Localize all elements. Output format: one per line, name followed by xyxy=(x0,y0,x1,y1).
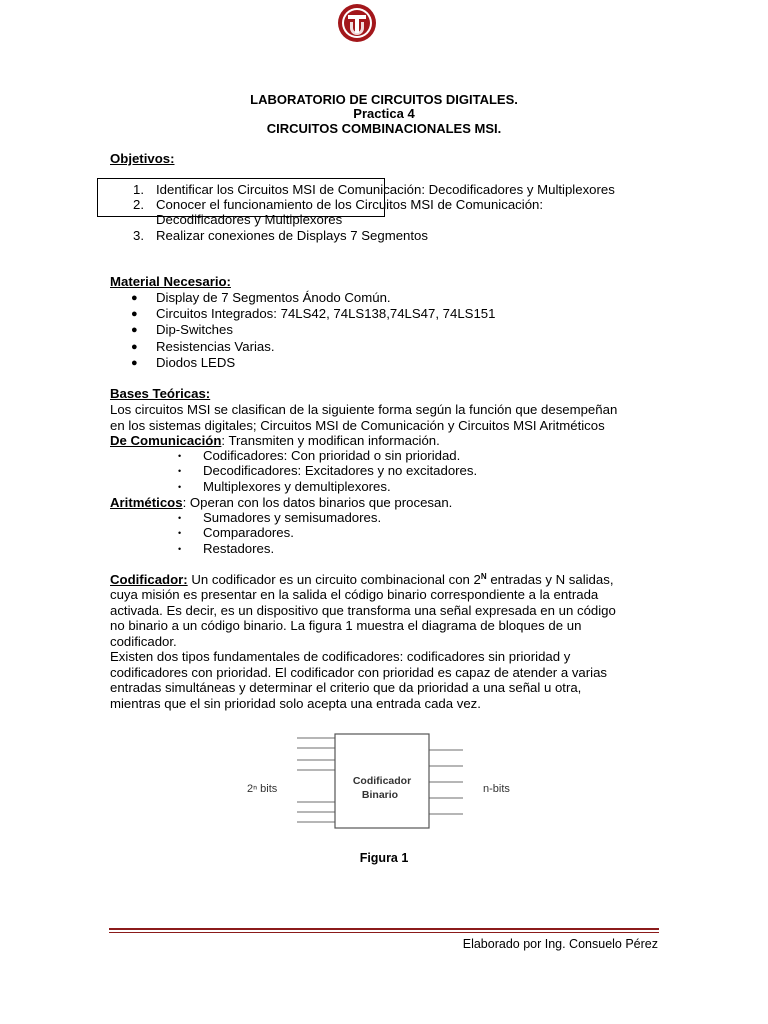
bullet-icon: ● xyxy=(131,357,138,369)
aritmeticos-item: Restadores. xyxy=(203,541,275,556)
title-practica: Practica 4 xyxy=(353,106,415,121)
bases-line-2: en los sistemas digitales; Circuitos MSI de Comunicación y Circuitos MSI Aritméticos xyxy=(110,418,605,433)
codificador-text-a: Un codificador es un circuito combinacional con 2 xyxy=(187,572,481,587)
output-bits-label: n-bits xyxy=(483,783,510,795)
material-heading: Material Necesario: xyxy=(110,274,231,289)
comunicacion-line xyxy=(110,433,440,449)
codificador-line: activada. Es decir, es un dispositivo que transforma una señal expresada en un código xyxy=(110,603,616,618)
objetivo-num: 2. xyxy=(133,197,144,212)
codificador-line: cuya misión es presentar en la salida el código binario correspondiente a la entrada xyxy=(110,587,599,602)
footer-rule-thin xyxy=(109,932,659,933)
bullet-icon: ● xyxy=(131,292,138,304)
objetivo-text-1: Identificar los Circuitos MSI de Comunicación: Decodificadores y Multiplexores xyxy=(156,182,615,197)
university-logo-icon xyxy=(331,2,383,44)
aritmeticos-item: Comparadores. xyxy=(203,525,294,540)
material-item: Resistencias Varias. xyxy=(156,339,275,354)
objetivo-item-1 xyxy=(110,182,144,198)
aritmeticos-text: : Operan con los datos binarios que procesan. xyxy=(182,495,453,510)
codificador-line: codificadores con prioridad. El codificador con prioridad es capaz de atender a varias xyxy=(110,665,608,680)
figure-caption: Figura 1 xyxy=(359,851,409,865)
material-item: Dip-Switches xyxy=(156,322,233,337)
aritmeticos-label: Aritméticos xyxy=(110,495,183,510)
block-label-1: Codificador xyxy=(352,775,412,787)
sub-bullet-icon: • xyxy=(178,513,182,523)
footer-rule xyxy=(109,928,659,930)
comunicacion-item: Decodificadores: Excitadores y no excitadores. xyxy=(203,463,478,478)
codificador-line: mientras que el sin prioridad solo acepta una entrada cada vez. xyxy=(110,696,481,711)
bullet-icon: ● xyxy=(131,324,138,336)
sub-bullet-icon: • xyxy=(178,544,182,554)
sub-bullet-icon: • xyxy=(178,528,182,538)
material-item: Circuitos Integrados: 74LS42, 74LS138,74LS47, 74LS151 xyxy=(156,306,496,321)
material-item: Display de 7 Segmentos Ánodo Común. xyxy=(156,290,391,305)
comunicacion-item: Codificadores: Con prioridad o sin prioridad. xyxy=(203,448,461,463)
codificador-line: Existen dos tipos fundamentales de codificadores: codificadores sin prioridad y xyxy=(110,649,571,664)
encoder-block-diagram xyxy=(245,730,525,830)
objetivo-item-2 xyxy=(110,197,144,213)
codificador-label: Codificador: xyxy=(110,572,188,587)
title-topic: CIRCUITOS COMBINACIONALES MSI. xyxy=(266,121,502,136)
bases-heading: Bases Teóricas: xyxy=(110,386,211,401)
codificador-line-1 xyxy=(110,572,613,588)
bases-line-1: Los circuitos MSI se clasifican de la siguiente forma según la función que desempeñan xyxy=(110,402,618,417)
material-item: Diodos LEDS xyxy=(156,355,236,370)
bullet-icon: ● xyxy=(131,341,138,353)
codificador-text-b: entradas y N salidas, xyxy=(486,572,614,587)
comunicacion-text: : Transmiten y modifican información. xyxy=(221,433,440,448)
bullet-icon: ● xyxy=(131,308,138,320)
block-label-2: Binario xyxy=(361,789,399,801)
input-bits-label: 2ⁿ bits xyxy=(247,783,278,795)
objetivo-text-3: Realizar conexiones de Displays 7 Segmentos xyxy=(156,228,428,243)
sub-bullet-icon: • xyxy=(178,451,182,461)
aritmeticos-item: Sumadores y semisumadores. xyxy=(203,510,382,525)
objetivo-item-3 xyxy=(110,228,144,244)
comunicacion-item: Multiplexores y demultiplexores. xyxy=(203,479,391,494)
title-lab: LABORATORIO DE CIRCUITOS DIGITALES. xyxy=(250,92,518,107)
codificador-superscript: N xyxy=(480,572,487,581)
objetivo-num: 1. xyxy=(133,182,144,197)
codificador-line: no binario a un código binario. La figura 1 muestra el diagrama de bloques de un xyxy=(110,618,582,633)
comunicacion-label: De Comunicación xyxy=(110,433,222,448)
codificador-line: entradas simultáneas y determinar el criterio que da prioridad a una señal u otra, xyxy=(110,680,582,695)
sub-bullet-icon: • xyxy=(178,482,182,492)
footer-author: Elaborado por Ing. Consuelo Pérez xyxy=(462,937,658,951)
objetivo-text-2b: Decodificadores y Multiplexores xyxy=(156,212,343,227)
codificador-line: codificador. xyxy=(110,634,177,649)
objetivos-heading: Objetivos: xyxy=(110,151,175,166)
objetivo-num: 3. xyxy=(133,228,144,243)
sub-bullet-icon: • xyxy=(178,466,182,476)
aritmeticos-line xyxy=(110,495,452,511)
objetivo-text-2: Conocer el funcionamiento de los Circuitos MSI de Comunicación: xyxy=(156,197,544,212)
